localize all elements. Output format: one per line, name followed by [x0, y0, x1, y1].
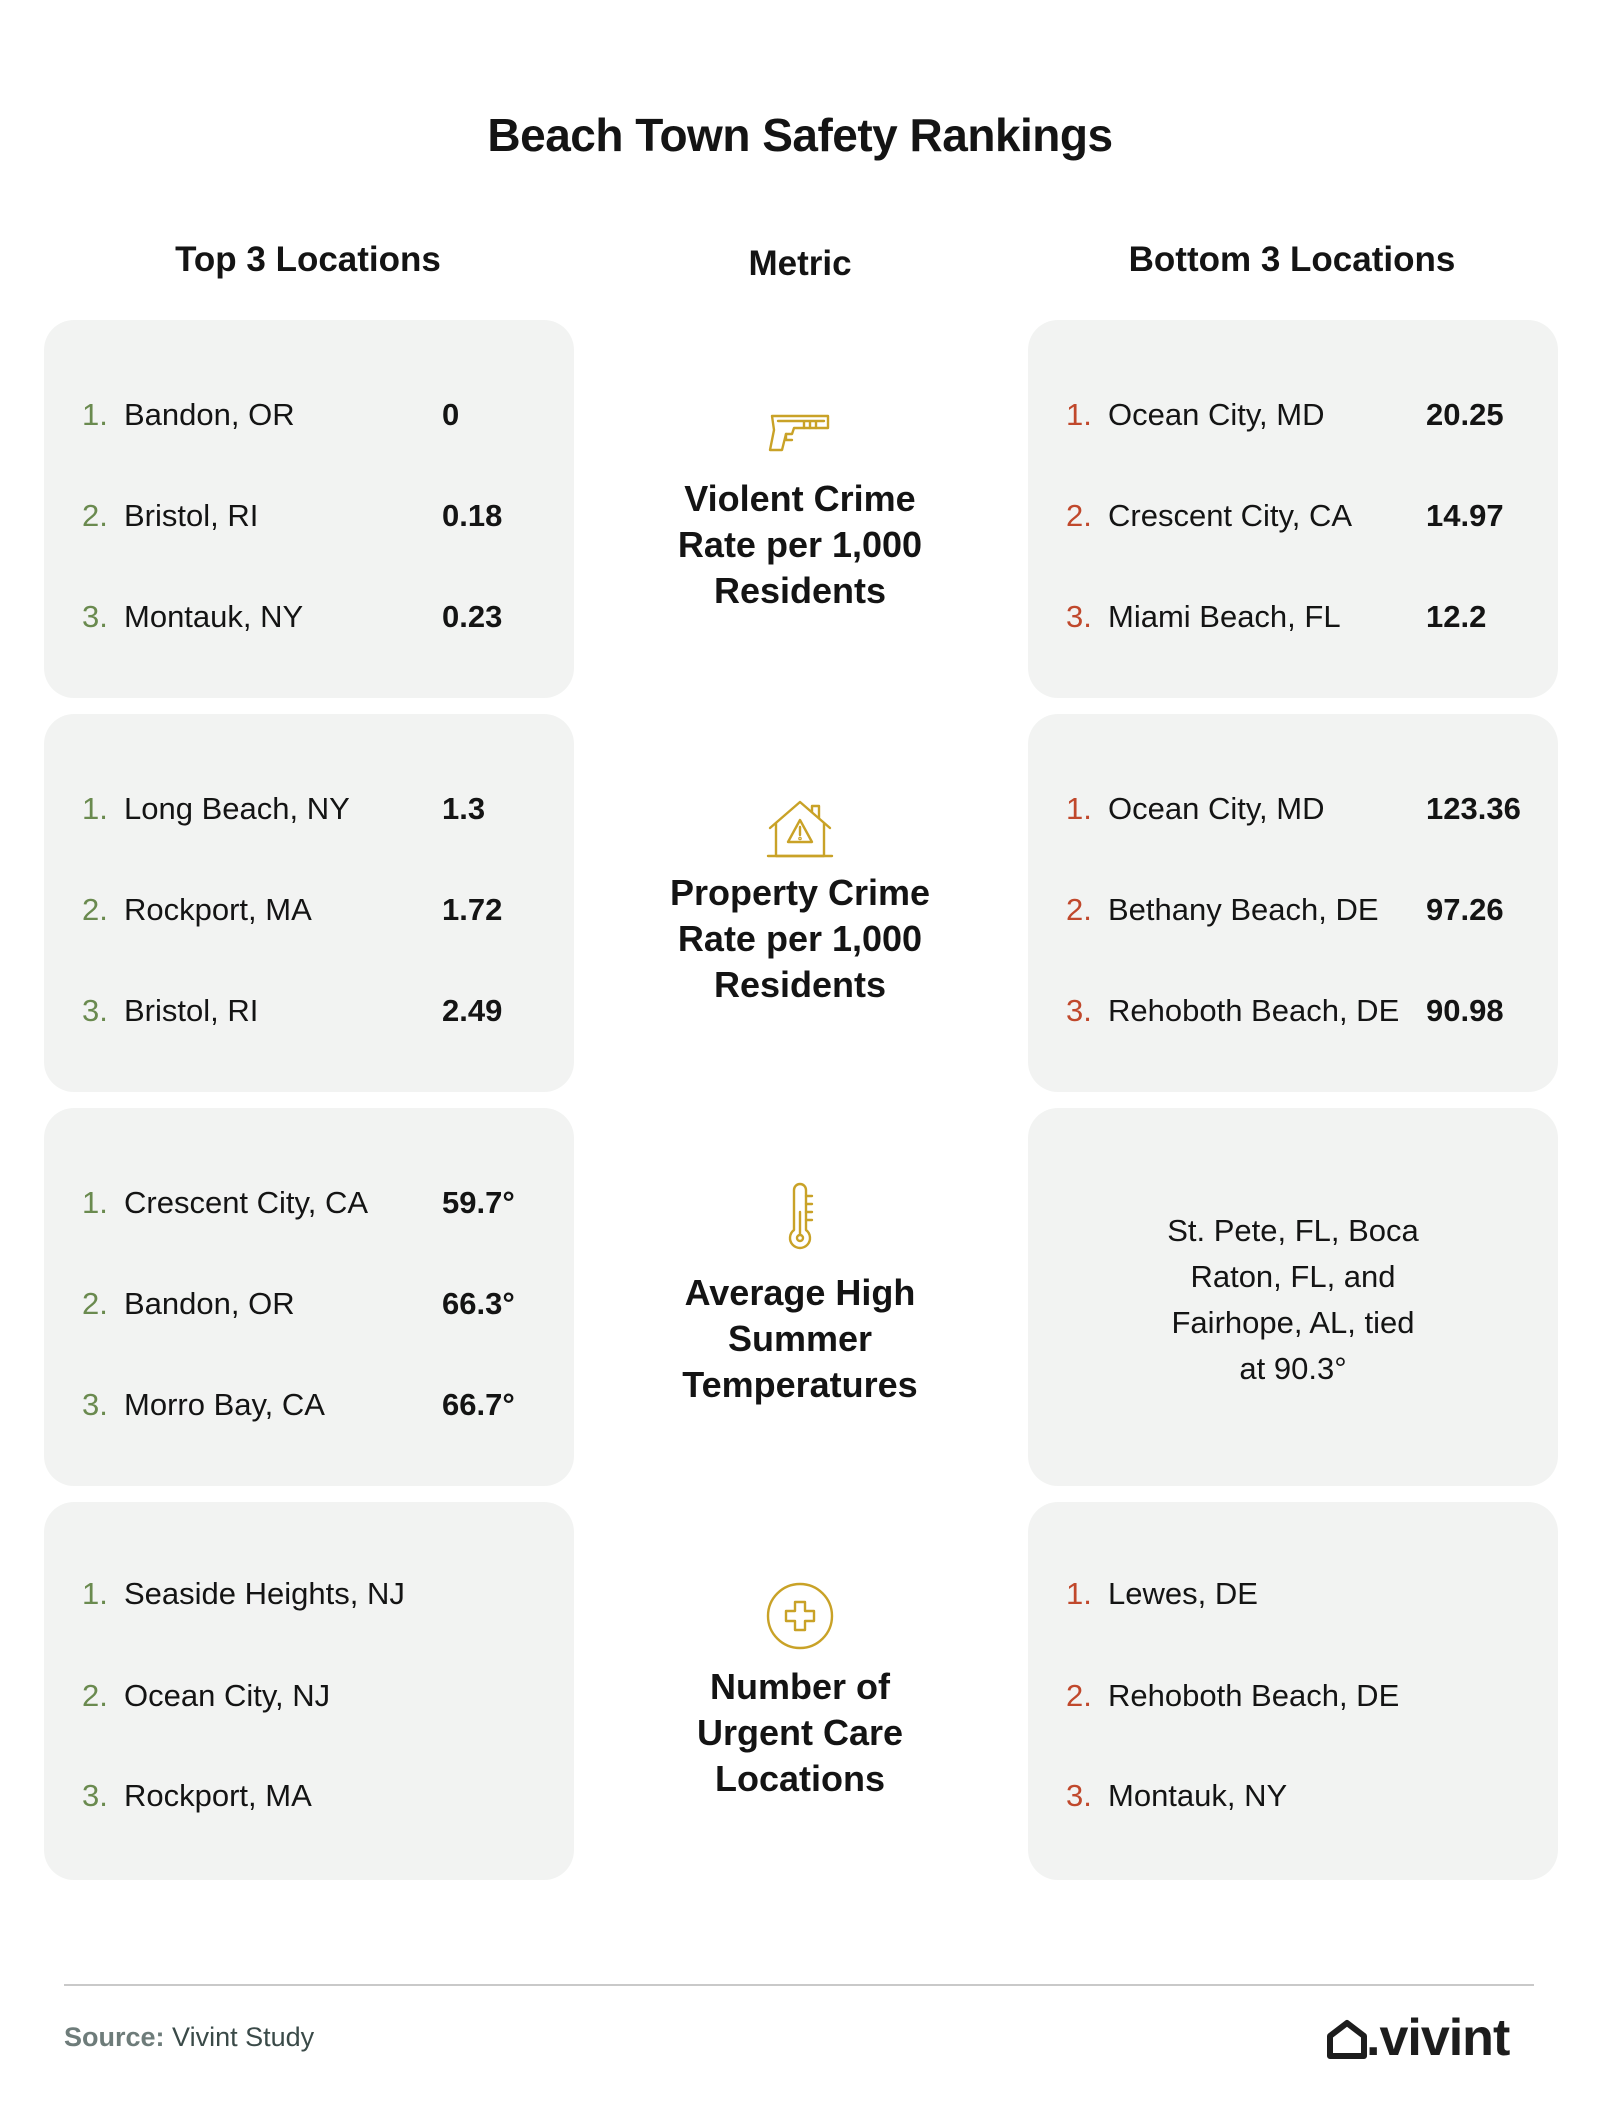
metric-value: 66.7° — [442, 1387, 515, 1422]
location-name: Long Beach, NY — [124, 791, 350, 826]
list-item — [44, 991, 574, 1031]
metric-value: 1.72 — [442, 892, 503, 927]
rank-number: 1. — [1066, 1576, 1092, 1611]
rank-number: 3. — [82, 599, 108, 634]
location-name: Bristol, RI — [124, 498, 259, 533]
bottom-locations-card — [1028, 714, 1558, 1092]
metric-label-line: Violent Crime — [684, 478, 916, 519]
logo-wordmark: .vivint — [1366, 2009, 1510, 2067]
location-name: Rockport, MA — [124, 892, 312, 927]
location-name: Miami Beach, FL — [1108, 599, 1341, 634]
metric-value: 66.3° — [442, 1286, 515, 1321]
rank-number: 1. — [1066, 397, 1092, 432]
source-credit — [64, 2022, 314, 2053]
metric-label-line: Temperatures — [682, 1364, 918, 1405]
metric-value: 0.18 — [442, 498, 503, 533]
vivint-logo — [1326, 2008, 1526, 2068]
rank-number: 2. — [82, 1678, 108, 1713]
top-locations-card — [44, 320, 574, 698]
location-name: Rehoboth Beach, DE — [1108, 993, 1400, 1028]
metric-temperature — [600, 1108, 1000, 1486]
list-item — [44, 1385, 574, 1425]
location-name: Montauk, NY — [1108, 1778, 1288, 1813]
ranking-row-property-crime — [0, 714, 1600, 1092]
location-name: Crescent City, CA — [1108, 498, 1353, 533]
rank-number: 1. — [1066, 791, 1092, 826]
tied-text-line: Fairhope, AL, tied — [1171, 1305, 1415, 1340]
rank-number: 3. — [82, 1387, 108, 1422]
source-value: Vivint Study — [172, 2022, 315, 2052]
metric-value: 0 — [442, 397, 460, 432]
metric-value: 14.97 — [1426, 498, 1504, 533]
metric-violent-crime — [600, 320, 1000, 698]
location-name: Rehoboth Beach, DE — [1108, 1678, 1400, 1713]
top-locations-card — [44, 1108, 574, 1486]
metric-label-line: Property Crime — [669, 872, 931, 913]
house-warning-icon — [764, 794, 836, 866]
rank-number: 1. — [82, 1185, 108, 1220]
metric-label-line: Locations — [714, 1758, 885, 1799]
metric-label-line: Average High — [684, 1272, 916, 1313]
ranking-row-urgent-care — [0, 1502, 1600, 1880]
rank-number: 2. — [82, 1286, 108, 1321]
bottom-locations-card — [1028, 1108, 1558, 1486]
tied-text-line: Raton, FL, and — [1190, 1259, 1396, 1294]
metric-label-line: Number of — [710, 1666, 890, 1707]
list-item — [1028, 395, 1558, 435]
rank-number: 2. — [1066, 892, 1092, 927]
list-item — [44, 890, 574, 930]
rank-number: 2. — [1066, 498, 1092, 533]
list-item — [1028, 1776, 1558, 1816]
list-item — [44, 1776, 574, 1816]
top-locations-card — [44, 714, 574, 1092]
house-logo-icon — [1326, 2018, 1368, 2060]
bottom-locations-card — [1028, 1502, 1558, 1880]
list-item — [1028, 890, 1558, 930]
metric-value: 2.49 — [442, 993, 503, 1028]
location-name: Crescent City, CA — [124, 1185, 369, 1220]
location-name: Ocean City, MD — [1108, 397, 1325, 432]
rank-number: 1. — [82, 1576, 108, 1611]
list-item — [1028, 496, 1558, 536]
metric-urgent-care — [600, 1502, 1000, 1880]
gun-icon — [764, 400, 836, 472]
metric-value: 59.7° — [442, 1185, 515, 1220]
list-item — [44, 1574, 574, 1614]
page-title: Beach Town Safety Rankings — [487, 109, 1113, 161]
list-item — [1028, 991, 1558, 1031]
metric-value: 12.2 — [1426, 599, 1487, 634]
header-bottom-locations: Bottom 3 Locations — [1128, 240, 1456, 279]
metric-value: 20.25 — [1426, 397, 1504, 432]
rank-number: 2. — [82, 892, 108, 927]
list-item — [44, 1284, 574, 1324]
rank-number: 3. — [82, 1778, 108, 1813]
list-item — [1028, 1574, 1558, 1614]
location-name: Lewes, DE — [1108, 1576, 1258, 1611]
rank-number: 2. — [82, 498, 108, 533]
location-name: Seaside Heights, NJ — [124, 1576, 405, 1611]
list-item — [44, 789, 574, 829]
location-name: Montauk, NY — [124, 599, 304, 634]
ranking-row-temperature — [0, 1108, 1600, 1486]
source-label: Source: — [64, 2022, 165, 2052]
footer-divider — [64, 1984, 1534, 1986]
metric-label-line: Urgent Care — [696, 1712, 904, 1753]
metric-label-line: Rate per 1,000 — [677, 524, 923, 565]
rank-number: 2. — [1066, 1678, 1092, 1713]
header-top-locations: Top 3 Locations — [175, 240, 441, 279]
metric-property-crime — [600, 714, 1000, 1092]
location-name: Ocean City, NJ — [124, 1678, 331, 1713]
rank-number: 3. — [1066, 1778, 1092, 1813]
metric-value: 1.3 — [442, 791, 486, 826]
metric-label-line: Residents — [713, 570, 887, 611]
rank-number: 3. — [1066, 599, 1092, 634]
metric-label-line: Residents — [713, 964, 887, 1005]
location-name: Rockport, MA — [124, 1778, 312, 1813]
rank-number: 1. — [82, 791, 108, 826]
list-item — [1028, 597, 1558, 637]
list-item — [44, 597, 574, 637]
location-name: Bandon, OR — [124, 1286, 295, 1321]
top-locations-card — [44, 1502, 574, 1880]
location-name: Ocean City, MD — [1108, 791, 1325, 826]
metric-label-line: Rate per 1,000 — [677, 918, 923, 959]
metric-value: 0.23 — [442, 599, 503, 634]
list-item — [1028, 1676, 1558, 1716]
location-name: Bethany Beach, DE — [1108, 892, 1379, 927]
ranking-row-violent-crime — [0, 320, 1600, 698]
header-metric: Metric — [748, 244, 852, 283]
metric-label-line: Summer — [727, 1318, 873, 1359]
location-name: Bristol, RI — [124, 993, 259, 1028]
location-name: Bandon, OR — [124, 397, 295, 432]
bottom-locations-card — [1028, 320, 1558, 698]
rank-number: 3. — [82, 993, 108, 1028]
metric-value: 123.36 — [1426, 791, 1521, 826]
rank-number: 3. — [1066, 993, 1092, 1028]
thermometer-icon — [764, 1180, 836, 1252]
metric-value: 90.98 — [1426, 993, 1504, 1028]
tied-text-line: St. Pete, FL, Boca — [1167, 1213, 1419, 1248]
list-item — [44, 395, 574, 435]
medical-cross-icon — [764, 1580, 836, 1652]
location-name: Morro Bay, CA — [124, 1387, 325, 1422]
list-item — [1028, 789, 1558, 829]
list-item — [44, 1676, 574, 1716]
tied-locations-text — [1138, 1208, 1448, 1392]
tied-text-line: at 90.3° — [1239, 1351, 1347, 1386]
rank-number: 1. — [82, 397, 108, 432]
list-item — [44, 496, 574, 536]
metric-value: 97.26 — [1426, 892, 1504, 927]
list-item — [44, 1183, 574, 1223]
